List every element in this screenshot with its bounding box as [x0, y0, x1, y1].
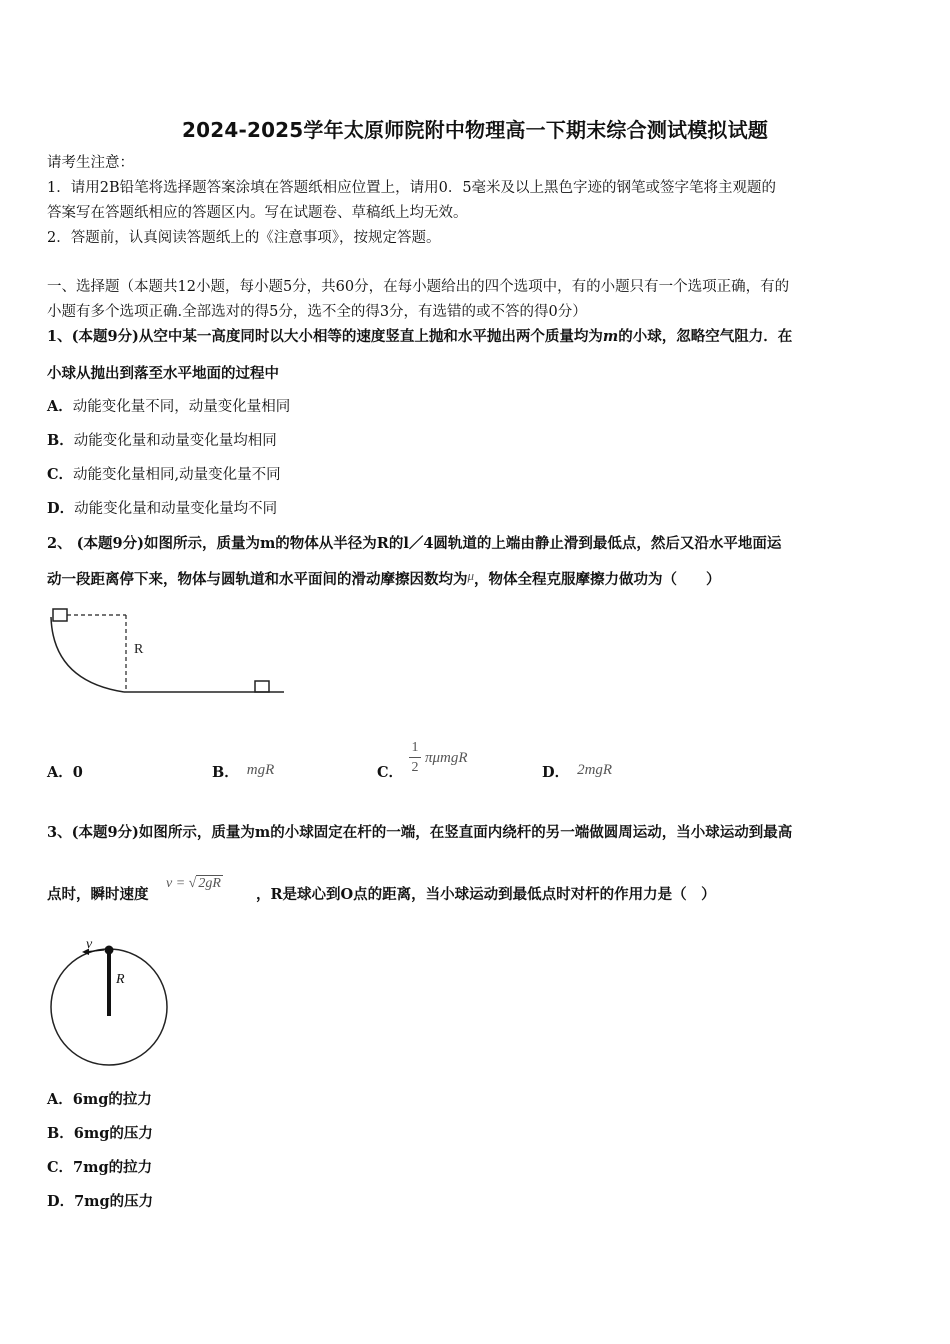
- q1-option-c[interactable]: [47, 466, 281, 484]
- radius-label: R: [116, 972, 125, 987]
- option-label: A．: [47, 1091, 73, 1108]
- q1-option-b[interactable]: [47, 432, 277, 450]
- q1-stem-part2: 的小球，忽略空气阻力．在: [618, 328, 793, 345]
- q3-option-b[interactable]: [47, 1125, 153, 1143]
- option-text: 动能变化量和动量变化量均不同: [74, 501, 278, 517]
- q1-stem-part1: 1、(本题9分)从空中某一高度同时以大小相等的速度竖直上抛和水平抛出两个质量均为: [47, 328, 603, 345]
- q2-option-b[interactable]: [212, 764, 274, 782]
- option-text: 7mg的压力: [74, 1193, 154, 1210]
- option-label: C．: [47, 1159, 74, 1176]
- notice-heading: 请考生注意：: [47, 155, 134, 171]
- option-label: C．: [47, 466, 74, 483]
- fraction-numerator: 1: [411, 740, 419, 755]
- option-text: 动能变化量相同,动量变化量不同: [73, 467, 281, 483]
- radius-label: R: [134, 642, 144, 657]
- option-label: D．: [47, 500, 75, 517]
- option-label: D．: [542, 764, 570, 781]
- option-label: B．: [212, 764, 239, 781]
- option-formula: 2mgR: [577, 762, 613, 778]
- q2-stem-part2: ，物体全程克服摩擦力做功为（ ）: [474, 571, 721, 588]
- q2-stem-line1: 2、 (本题9分)如图所示，质量为m的物体从半径为R的l／4圆轨道的上端由静止滑到最低点，然后又沿水平地面运: [47, 535, 782, 552]
- q2-stem-part1: 动一段距离停下来，物体与圆轨道和水平面间的滑动摩擦因数均为: [47, 571, 468, 588]
- q3-stem-line2b: [256, 886, 716, 904]
- q2-figure-track: [44, 603, 290, 699]
- notice-line1a: 1．请用2B铅笔将选择题答案涂填在答题纸相应位置上，请用0．5毫米及以上黑色字迹的钢笔或签字笔将主观题的: [47, 180, 777, 196]
- quarter-circle-track: [51, 617, 124, 692]
- q2-option-a[interactable]: [47, 764, 83, 782]
- fraction-denominator: 2: [411, 760, 419, 775]
- fraction-bar: [409, 757, 421, 758]
- q3-option-d[interactable]: [47, 1193, 153, 1211]
- sqrt-sign: √: [188, 876, 197, 891]
- option-text: 6mg的拉力: [72, 1091, 152, 1108]
- formula-radicand: 2gR: [198, 876, 221, 891]
- fraction: [407, 739, 423, 776]
- page-title: 2024-2025学年太原师院附中物理高一下期末综合测试模拟试题: [181, 118, 769, 142]
- block-bottom: [255, 681, 269, 692]
- mu-symbol: μ: [467, 568, 475, 583]
- option-text: 动能变化量不同，动量变化量相同: [72, 399, 291, 415]
- option-text: 0: [72, 764, 83, 781]
- option-text: 6mg的压力: [73, 1125, 153, 1142]
- ball: [105, 946, 114, 955]
- option-formula: mgR: [246, 762, 275, 778]
- q3-stem-line2: [47, 886, 149, 904]
- q3-option-a[interactable]: [47, 1091, 152, 1109]
- notice-line1b: 答案写在答题纸相应的答题区内。写在试题卷、草稿纸上均无效。: [47, 205, 468, 221]
- q3-stem-part1: 点时，瞬时速度: [47, 886, 149, 903]
- option-label: B．: [47, 1125, 74, 1142]
- q3-stem-line1: 3、(本题9分)如图所示，质量为m的小球固定在杆的一端，在竖直面内绕杆的另一端做圆周运动，当小球运动到最高: [47, 824, 793, 841]
- option-label: D．: [47, 1193, 75, 1210]
- formula-lhs: v =: [166, 876, 186, 891]
- option-text: 7mg的拉力: [73, 1159, 153, 1176]
- q2-option-c-formula: πμmgR: [425, 750, 468, 766]
- q1-stem-line1: [47, 328, 792, 346]
- velocity-label: v: [86, 937, 93, 952]
- option-label: B．: [47, 432, 74, 449]
- q3-option-c[interactable]: [47, 1159, 152, 1177]
- q1-option-a[interactable]: [47, 398, 290, 416]
- option-label: A．: [47, 398, 73, 415]
- q1-stem-line2: 小球从抛出到落至水平地面的过程中: [47, 365, 279, 382]
- q3-figure-circle: [44, 936, 174, 1070]
- option-label: C．: [377, 764, 404, 781]
- q2-option-c-label-row[interactable]: [377, 764, 403, 782]
- option-text: 动能变化量和动量变化量均相同: [73, 433, 277, 449]
- q2-stem-line2: [47, 568, 721, 589]
- q1-var-m: m: [602, 328, 619, 345]
- section-line2: 小题有多个选项正确.全部选对的得5分，选不全的得3分，有选错的或不答的得0分）: [47, 304, 587, 320]
- option-label: A．: [47, 764, 73, 781]
- q2-option-d[interactable]: [542, 764, 612, 782]
- block-top: [53, 609, 67, 621]
- q3-stem-part2: ，R是球心到O点的距离，当小球运动到最低点时对杆的作用力是（ ）: [256, 886, 716, 903]
- notice-line2: 2．答题前，认真阅读答题纸上的《注意事项》，按规定答题。: [47, 230, 441, 246]
- section-line1: 一、选择题（本题共12小题，每小题5分，共60分，在每小题给出的四个选项中，有的小题只有一个选项正确，有的: [47, 279, 790, 295]
- velocity-formula: [166, 876, 223, 892]
- q1-option-d[interactable]: [47, 500, 277, 518]
